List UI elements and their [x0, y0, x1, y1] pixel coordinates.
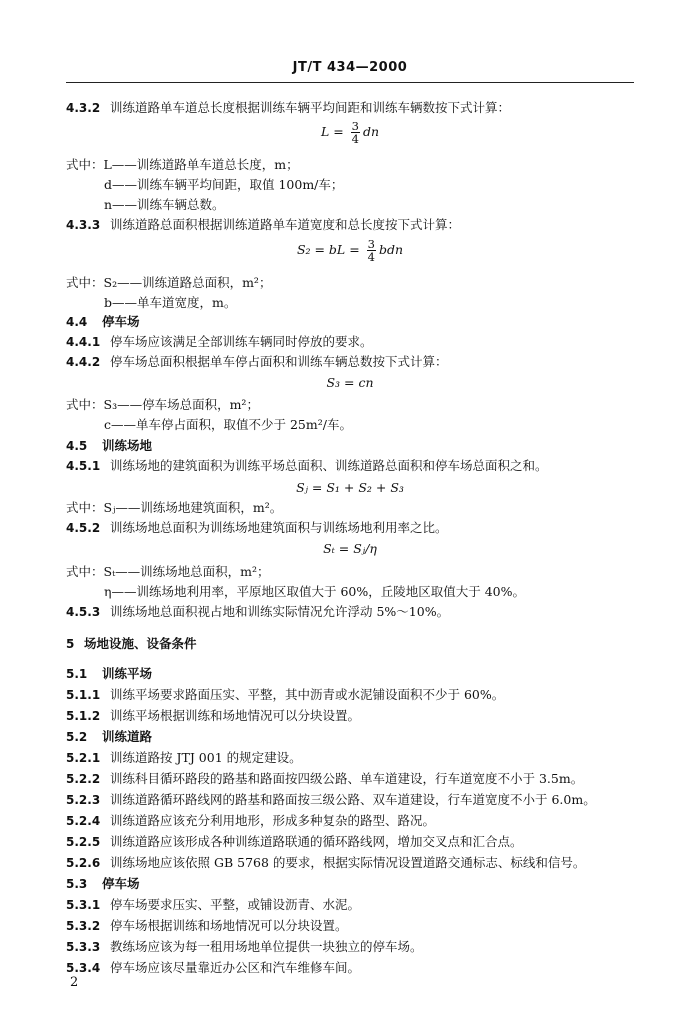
section-number: 4.5	[66, 439, 88, 453]
clause-text: 训练道路总面积根据训练道路单车道宽度和总长度按下式计算：	[110, 217, 461, 232]
formula-fraction	[367, 238, 376, 263]
clause-text: 训练道路循环路线网的路基和路面按三级公路、双车道建设，行车道宽度不小于 6.0m。	[110, 792, 596, 807]
document-header: JT/T 434—2000	[292, 60, 408, 75]
clause-5-3-3	[66, 939, 423, 955]
section-title: 训练场地	[102, 438, 153, 453]
clause-4-4-2	[66, 354, 448, 370]
clause-number: 4.4.2	[66, 355, 101, 369]
formula-S2	[0, 238, 700, 263]
clause-text: 停车场要求压实、平整，或铺设沥青、水泥。	[110, 897, 361, 912]
clause-5-2-3	[66, 792, 596, 808]
section-number: 5.3	[66, 877, 88, 891]
clause-text: 训练科目循环路段的路基和路面按四级公路、单车道建设，行车道宽度不小于 3.5m。	[110, 771, 584, 786]
clause-number: 5.1.1	[66, 688, 101, 702]
fraction-numerator: 3	[367, 237, 375, 251]
clause-4-3-2	[66, 100, 510, 116]
clause-text: 训练场地的建筑面积为训练平场总面积、训练道路总面积和停车场总面积之和。	[110, 458, 548, 473]
where-St: 式中：Sₜ——训练场地总面积，m²；	[66, 564, 270, 579]
page-number: 2	[70, 975, 79, 990]
clause-text: 训练平场要求路面压实、平整，其中沥青或水泥铺设面积不少于 60%。	[110, 687, 505, 702]
clause-number: 5.3.4	[66, 961, 101, 975]
fraction-numerator: 3	[351, 119, 359, 133]
clause-number: 4.3.2	[66, 101, 101, 115]
where-L: 式中：L——训练道路单车道总长度，m；	[66, 157, 299, 172]
where-b: b——单车道宽度，m。	[104, 295, 237, 310]
section-title: 停车场	[102, 876, 140, 891]
clause-number: 4.4.1	[66, 335, 101, 349]
where-d: d——训练车辆平均间距，取值 100m/车；	[104, 177, 344, 192]
clause-number: 5.3.3	[66, 940, 101, 954]
section-number: 4.4	[66, 315, 88, 329]
formula-rhs: bdn	[378, 242, 404, 257]
section-4-4	[66, 314, 140, 330]
clause-4-5-1	[66, 458, 548, 474]
section-title: 停车场	[102, 314, 140, 329]
clause-text: 训练场地总面积为训练场地建筑面积与训练场地利用率之比。	[110, 520, 448, 535]
formula-lhs: S₂ = bL =	[296, 242, 364, 257]
chapter-5	[66, 636, 197, 652]
clause-text: 训练平场根据训练和场地情况可以分块设置。	[110, 708, 361, 723]
clause-5-1-2	[66, 708, 360, 724]
clause-4-4-1	[66, 334, 373, 350]
clause-4-5-2	[66, 520, 448, 536]
clause-5-2-2	[66, 771, 583, 787]
formula-L	[0, 120, 700, 145]
section-4-5	[66, 438, 152, 454]
clause-5-2-6	[66, 855, 585, 871]
clause-4-5-3	[66, 604, 449, 620]
section-number: 5.2	[66, 730, 88, 744]
clause-4-3-3	[66, 217, 460, 233]
formula-S3: S₃ = cn	[326, 375, 374, 390]
clause-number: 4.5.1	[66, 459, 101, 473]
clause-number: 4.3.3	[66, 218, 101, 232]
where-S3: 式中：S₃——停车场总面积，m²；	[66, 397, 259, 412]
clause-text: 停车场应该尽量靠近办公区和汽车维修车间。	[110, 960, 361, 975]
clause-number: 5.2.4	[66, 814, 101, 828]
clause-text: 训练道路应该形成各种训练道路联通的循环路线网，增加交叉点和汇合点。	[110, 834, 523, 849]
formula-Sj: Sⱼ = S₁ + S₂ + S₃	[296, 480, 404, 495]
clause-text: 停车场应该满足全部训练车辆同时停放的要求。	[110, 334, 373, 349]
clause-5-2-5	[66, 834, 523, 850]
where-c: c——单车停占面积，取值不少于 25m²/车。	[104, 417, 352, 432]
clause-number: 5.3.1	[66, 898, 101, 912]
clause-number: 5.1.2	[66, 709, 101, 723]
clause-text: 训练道路单车道总长度根据训练车辆平均间距和训练车辆数按下式计算：	[110, 100, 511, 115]
clause-text: 训练场地应该依照 GB 5768 的要求，根据实际情况设置道路交通标志、标线和信号。	[110, 855, 586, 870]
clause-5-1-1	[66, 687, 504, 703]
section-5-1	[66, 666, 152, 682]
fraction-denominator: 4	[351, 132, 359, 146]
clause-5-2-4	[66, 813, 435, 829]
header-rule	[66, 82, 634, 83]
clause-5-3-4	[66, 960, 360, 976]
section-title: 训练道路	[102, 729, 153, 744]
where-Sj: 式中：Sⱼ——训练场地建筑面积，m²。	[66, 500, 283, 515]
where-n: n——训练车辆总数。	[104, 197, 225, 212]
clause-number: 4.5.3	[66, 605, 101, 619]
formula-rhs: dn	[363, 124, 380, 139]
section-number: 5.1	[66, 667, 88, 681]
clause-text: 停车场根据训练和场地情况可以分块设置。	[110, 918, 348, 933]
clause-number: 4.5.2	[66, 521, 101, 535]
where-eta: η——训练场地利用率，平原地区取值大于 60%，丘陵地区取值大于 40%。	[104, 584, 526, 599]
clause-5-3-2	[66, 918, 348, 934]
chapter-number: 5	[66, 637, 75, 651]
clause-5-3-1	[66, 897, 360, 913]
chapter-title: 场地设施、设备条件	[84, 636, 197, 651]
section-title: 训练平场	[102, 666, 153, 681]
formula-fraction	[351, 120, 360, 145]
fraction-denominator: 4	[367, 250, 375, 264]
clause-number: 5.2.1	[66, 751, 101, 765]
clause-number: 5.2.6	[66, 856, 101, 870]
formula-lhs: L =	[320, 124, 348, 139]
section-5-2	[66, 729, 152, 745]
clause-number: 5.2.2	[66, 772, 101, 786]
clause-text: 训练道路按 JTJ 001 的规定建设。	[110, 750, 302, 765]
where-S2: 式中：S₂——训练道路总面积，m²；	[66, 275, 272, 290]
formula-St: Sₜ = Sⱼ/η	[323, 541, 377, 556]
clause-number: 5.3.2	[66, 919, 101, 933]
clause-number: 5.2.3	[66, 793, 101, 807]
section-5-3	[66, 876, 140, 892]
clause-text: 教练场应该为每一租用场地单位提供一块独立的停车场。	[110, 939, 423, 954]
clause-5-2-1	[66, 750, 302, 766]
clause-text: 训练道路应该充分利用地形，形成多种复杂的路型、路况。	[110, 813, 436, 828]
clause-text: 训练场地总面积视占地和训练实际情况允许浮动 5%～10%。	[110, 604, 450, 619]
clause-number: 5.2.5	[66, 835, 101, 849]
clause-text: 停车场总面积根据单车停占面积和训练车辆总数按下式计算：	[110, 354, 448, 369]
